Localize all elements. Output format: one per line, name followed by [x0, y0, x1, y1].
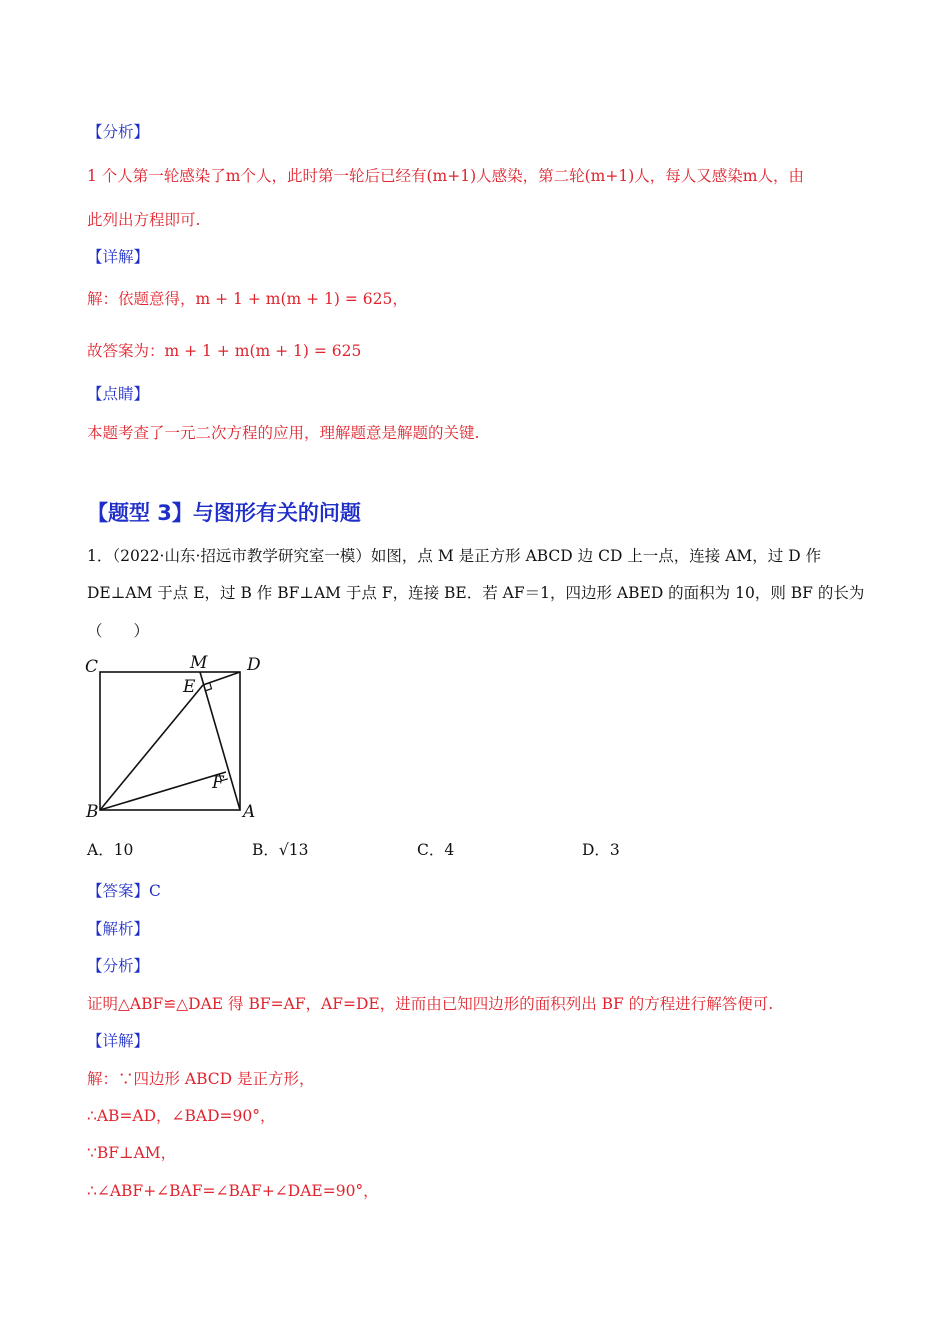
- label-m: M: [190, 653, 208, 673]
- problem-line-3: （ ）: [87, 622, 150, 640]
- label-a: A: [243, 802, 256, 820]
- segment-de: [203, 672, 240, 685]
- segment-bf: [100, 772, 226, 810]
- comment-text: 本题考查了一元二次方程的应用，理解题意是解题的关键.: [87, 424, 480, 442]
- jiexi-label: 【解析】: [87, 920, 150, 938]
- detail-line-4: ∴∠ABF+∠BAF=∠BAF+∠DAE=90°，: [87, 1182, 379, 1200]
- problem-line-1: 1．（2022·山东·招远市教学研究室一模）如图，点 M 是正方形 ABCD 边 CD 上一点，连接 AM，过 D 作: [87, 547, 822, 565]
- detail-label-2: 【详解】: [87, 1032, 150, 1050]
- label-b: B: [86, 802, 99, 820]
- label-f: F: [212, 773, 224, 793]
- problem-line-2: DE⊥AM 于点 E，过 B 作 BF⊥AM 于点 F，连接 BE．若 AF＝1，四边形 ABED 的面积为 10，则 BF 的长为: [87, 584, 865, 602]
- option-d[interactable]: D．3: [582, 841, 620, 859]
- section-title: 【题型 3】与图形有关的问题: [87, 501, 361, 525]
- solve-equation-line: 解：依题意得，m + 1 + m(m + 1) = 625，: [87, 290, 408, 308]
- option-a[interactable]: A．10: [87, 841, 134, 859]
- analysis-label-2: 【分析】: [87, 957, 150, 975]
- detail-label: 【详解】: [87, 248, 150, 266]
- label-c: C: [85, 657, 99, 677]
- label-d: D: [247, 655, 261, 675]
- detail-line-3: ∵BF⊥AM，: [87, 1144, 177, 1162]
- analysis-label: 【分析】: [87, 123, 150, 141]
- comment-label: 【点睛】: [87, 385, 150, 403]
- segment-be: [100, 685, 203, 810]
- detail-line-2: ∴AB=AD，∠BAD=90°，: [87, 1107, 276, 1125]
- analysis-text: 1 个人第一轮感染了m个人，此时第一轮后已经有(m+1)人感染，第二轮(m+1)人，每人又感染m人，由: [87, 167, 804, 185]
- option-b[interactable]: B．√13: [252, 841, 309, 859]
- analysis-text-cont: 此列出方程即可.: [87, 211, 201, 229]
- analysis-text-2: 证明△ABF≌△DAE 得 BF=AF，AF=DE，进而由已知四边形的面积列出 BF 的方程进行解答便可.: [87, 995, 774, 1013]
- square-figure: [80, 650, 270, 820]
- option-c[interactable]: C．4: [417, 841, 455, 859]
- answer-equation-line: 故答案为：m + 1 + m(m + 1) = 625: [87, 342, 362, 360]
- label-e: E: [183, 677, 196, 697]
- detail-line-1: 解：∵四边形 ABCD 是正方形，: [87, 1070, 315, 1088]
- answer-label: 【答案】C: [87, 882, 161, 900]
